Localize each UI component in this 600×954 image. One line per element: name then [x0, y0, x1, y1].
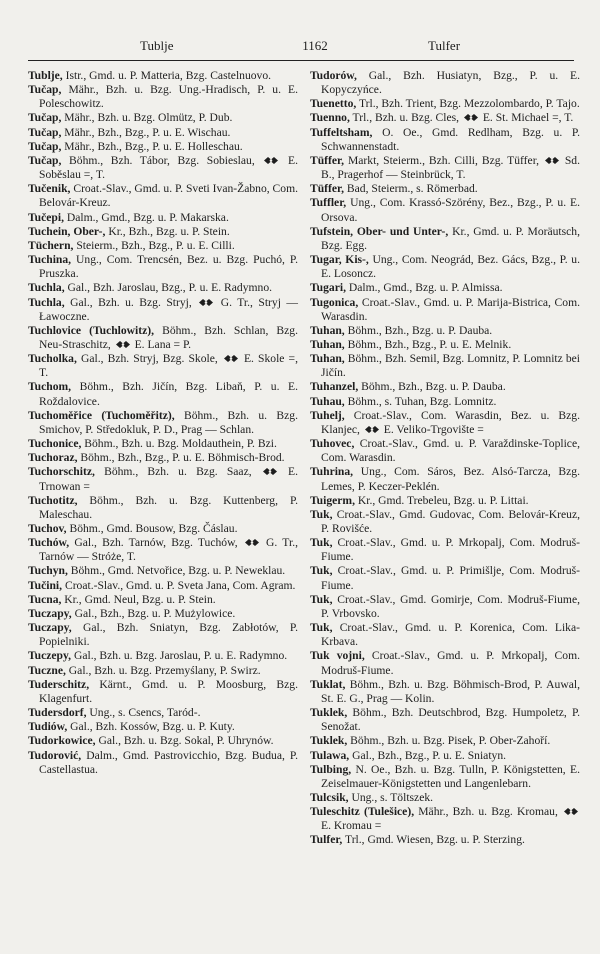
entry-description: Croat.-Slav., Gmd. u. P. Korenica, Com. Lika-Krbava. — [321, 621, 580, 649]
entry-description: Böhm., s. Tuhan, Bzg. Lomnitz. — [344, 394, 497, 408]
gazetteer-entry — [310, 352, 580, 380]
entry-placename: Tuleschitz (Tulešice), — [310, 805, 415, 819]
entry-placename: Tuffler, — [310, 196, 347, 210]
entry-placename: Tudorów, — [310, 69, 357, 82]
gazetteer-entry — [28, 720, 298, 734]
gazetteer-entry — [310, 324, 580, 338]
gazetteer-entry — [28, 239, 298, 253]
entry-description-cont: G. Tr., Stryj — Ławoczne. — [39, 295, 298, 323]
entry-description: Mähr., Bzh., Bzg., P. u. E. Holleschau. — [61, 139, 243, 153]
entry-description: Böhm., Gmd. Netvořice, Bzg. u. P. Neweklau. — [67, 564, 286, 578]
entry-description: Böhm., Bzh., Bzg. u. P. Dauba. — [344, 323, 493, 337]
entry-description: Mähr., Bzh. u. Bzg. Ung.-Hradisch, P. u. E. Poleschowitz. — [39, 83, 298, 111]
entry-placename: Tučap, — [28, 153, 62, 167]
entry-description-cont: E. Veliko-Trgovište = — [380, 422, 484, 436]
post-office-icon — [262, 467, 278, 476]
entry-description-cont: G. Tr., Tarnów — Stróże, T. — [39, 536, 298, 564]
gazetteer-entry — [28, 253, 298, 281]
entry-description-cont: E. St. Michael =, T. — [479, 111, 574, 125]
gazetteer-entry — [310, 281, 580, 295]
post-office-icon — [463, 113, 479, 122]
entry-placename: Tuhan, — [310, 352, 345, 366]
gazetteer-entry — [28, 621, 298, 649]
entry-placename: Tuchorschitz, — [28, 465, 95, 479]
gazetteer-entry — [28, 296, 298, 324]
gazetteer-entry — [28, 579, 298, 593]
gazetteer-entry — [28, 593, 298, 607]
gazetteer-entry — [310, 833, 580, 847]
running-head-right: Tulfer — [428, 38, 461, 53]
gazetteer-entry — [310, 69, 580, 97]
gazetteer-entry — [310, 621, 580, 649]
entry-description: Gal., Bzh. Husiatyn, Bzg., P. u. E. Kopyczyńce. — [321, 69, 580, 97]
entry-description: O. Oe., Gmd. Redlham, Bzg. u. P. Schwannenstadt. — [321, 125, 580, 153]
entry-placename: Tuffeltsham, — [310, 125, 373, 139]
entry-placename: Tuchów, — [28, 536, 70, 550]
entry-placename: Tuchein, Ober-, — [28, 224, 106, 238]
entry-placename: Tuchoraz, — [28, 451, 78, 465]
gazetteer-entry — [310, 593, 580, 621]
entry-description: Böhm., Bzh. Schlan, Bzg. Neu-Straschitz, — [39, 323, 298, 351]
entry-placename: Tuczapy, — [28, 621, 72, 635]
gazetteer-entry — [28, 465, 298, 493]
entry-description: Kr., Gmd. Neul, Bzg. u. P. Stein. — [61, 592, 216, 606]
entry-description: Böhm., Bzh. u. Bzg. Smichov, P. Středokluk, P. D., Prag — Schlan. — [39, 408, 298, 436]
entry-placename: Tučap, — [28, 125, 62, 139]
entry-placename: Tuk, — [310, 621, 333, 635]
gazetteer-entry — [28, 69, 298, 83]
gazetteer-entry — [28, 522, 298, 536]
gazetteer-entry — [28, 352, 298, 380]
entry-placename: Tučini, — [28, 578, 63, 592]
entry-placename: Tuk vojni, — [310, 649, 365, 663]
entry-description: Mähr., Bzh., Bzg., P. u. E. Wischau. — [61, 125, 231, 139]
entry-placename: Tuhovec, — [310, 437, 355, 451]
entry-placename: Tučap, — [28, 139, 62, 153]
post-office-icon — [244, 538, 260, 547]
entry-description: Böhm., Bzh. u. Bzg. Moldauthein, P. Bzi. — [81, 437, 277, 451]
entry-description: Dalm., Gmd. Pastrovicchio, Bzg. Budua, P. Castellastua. — [39, 748, 298, 776]
entry-description: Croat.-Slav., Com. Warasdin, Bez. u. Bzg. Klanjec, — [321, 408, 580, 436]
gazetteer-entry — [28, 154, 298, 182]
gazetteer-entry — [310, 763, 580, 791]
entry-description: Böhm., Bzh. Tábor, Bzg. Sobieslau, — [61, 153, 263, 167]
entry-placename: Tuchlovice (Tuchlowitz), — [28, 323, 155, 337]
entry-description: Kärnt., Gmd. u. P. Moosburg, Bzg. Klagenfurt. — [39, 677, 298, 705]
entry-placename: Tulawa, — [310, 748, 350, 762]
entry-placename: Tublje, — [28, 69, 63, 82]
entry-description: Croat.-Slav., Gmd. u. P. Primišlje, Com. Modruš-Fiume. — [321, 564, 580, 592]
entry-placename: Tuhanzel, — [310, 380, 359, 394]
entry-description: Gal., Bzh., Bzg., P. u. E. Sniatyn. — [349, 748, 507, 762]
entry-placename: Tuczne, — [28, 663, 66, 677]
entry-description: Ung., Com. Trencsén, Bez. u. Bzg. Puchó, P. Pruszka. — [39, 253, 298, 281]
entry-placename: Tuklat, — [310, 677, 346, 691]
gazetteer-entry — [28, 564, 298, 578]
gazetteer-entry — [28, 734, 298, 748]
entry-description: Markt, Steierm., Bzh. Cilli, Bzg. Tüffer, — [344, 153, 543, 167]
entry-placename: Tucna, — [28, 592, 62, 606]
post-office-icon — [198, 298, 214, 307]
post-office-icon — [263, 156, 279, 165]
entry-description: Ung., Com. Krassó-Szörény, Bez., Bzg., P. u. E. Orsova. — [321, 196, 580, 224]
gazetteer-entry — [28, 706, 298, 720]
gazetteer-entry — [310, 126, 580, 154]
gazetteer-entry — [310, 437, 580, 465]
gazetteer-entry — [28, 182, 298, 210]
entry-placename: Tulcsik, — [310, 790, 349, 804]
gazetteer-entry — [310, 734, 580, 748]
entry-description: Croat.-Slav., Gmd. u. P. Mrkopalj, Com. Modruš-Fiume. — [321, 649, 580, 677]
gazetteer-entry — [310, 296, 580, 324]
entry-placename: Tugari, — [310, 281, 346, 295]
entry-description: Steierm., Bzh., Bzg., P. u. E. Cilli. — [73, 238, 235, 252]
entry-placename: Tudersdorf, — [28, 706, 87, 720]
entry-placename: Tučap, — [28, 83, 62, 97]
gazetteer-entry — [310, 111, 580, 125]
gazetteer-entry — [310, 805, 580, 833]
entry-description: Gal., Bzh. Jaroslau, Bzg., P. u. E. Radymno. — [64, 281, 273, 295]
entry-description: Croat.-Slav., Gmd. Gudovac, Com. Belovár-Kreuz, P. Rovišće. — [321, 507, 580, 535]
entry-description: Ung., Com. Neográd, Bez. Gács, Bzg., P. u. E. Losoncz. — [321, 253, 581, 281]
entry-placename: Tuk, — [310, 564, 333, 578]
entry-description: N. Oe., Bzh. u. Bzg. Tulln, P. Königstetten, E. Zeiselmauer-Königstetten und Langenlebarn. — [321, 762, 580, 790]
gazetteer-entry — [310, 395, 580, 409]
gazetteer-entry — [28, 749, 298, 777]
entry-description: Böhm., Gmd. Bousow, Bzg. Čáslau. — [66, 522, 238, 535]
entry-description: Böhm., Bzh. Semil, Bzg. Lomnitz, P. Lomnitz bei Jičín. — [321, 352, 580, 380]
entry-placename: Tuchom, — [28, 380, 72, 394]
gazetteer-entry — [28, 111, 298, 125]
entry-placename: Tučap, — [28, 111, 62, 125]
gazetteer-entry — [310, 649, 580, 677]
gazetteer-entry — [310, 564, 580, 592]
gazetteer-entry — [28, 225, 298, 239]
entry-placename: Tuenno, — [310, 111, 350, 125]
entry-description: Gal., Bzh. Sniatyn, Bzg. Zabłotów, P. Popielniki. — [39, 621, 298, 649]
entry-placename: Tudorkowice, — [28, 734, 96, 748]
entry-description: Ung., Com. Sáros, Bez. Alsó-Tarcza, Bzg. Lemes, P. Keczer-Peklén. — [321, 465, 580, 493]
entry-description: Böhm., Bzh., Bzg. u. P. Dauba. — [358, 380, 506, 394]
post-office-icon — [563, 807, 579, 816]
entry-placename: Tuchyn, — [28, 564, 68, 578]
entry-description: Ung., s. Csencs, Taród-. — [86, 706, 201, 720]
gazetteer-entry — [28, 211, 298, 225]
gazetteer-entry — [310, 678, 580, 706]
right-column — [310, 69, 580, 848]
entry-description: Trl., Gmd. Wiesen, Bzg. u. P. Sterzing. — [342, 833, 525, 847]
entry-placename: Tuhan, — [310, 337, 345, 351]
entry-placename: Tuk, — [310, 536, 333, 550]
entry-description: Gal., Bzh. u. Bzg. Sokal, P. Uhrynów. — [95, 734, 274, 748]
entry-description: Böhm., Bzh. u. Bzg. Kuttenberg, P. Maleschau. — [39, 493, 298, 521]
gazetteer-entry — [28, 281, 298, 295]
left-column — [28, 69, 298, 777]
header-rule — [28, 60, 574, 61]
entry-description: Böhm., Bzh., Bzg., P. u. E. Melnik. — [344, 337, 512, 351]
gazetteer-entry — [28, 494, 298, 522]
entry-description: Gal., Bzh. u. Bzg. Przemyślany, P. Swirz. — [65, 663, 261, 677]
gazetteer-entry — [28, 380, 298, 408]
entry-placename: Tuklek, — [310, 706, 348, 720]
entry-placename: Tuchla, — [28, 281, 65, 295]
entry-description: Croat.-Slav., Gmd. Gomirje, Com. Modruš-Fiume, P. Vrbovsko. — [321, 592, 580, 620]
entry-placename: Tuczapy, — [28, 606, 72, 620]
entry-placename: Tuderschitz, — [28, 677, 90, 691]
gazetteer-entry — [28, 451, 298, 465]
entry-description: Trl., Bzh. Trient, Bzg. Mezzolombardo, P. Tajo. — [356, 97, 580, 111]
entry-description: Gal., Bzh. u. Bzg. Stryj, — [64, 295, 198, 309]
entry-placename: Tuchoměřice (Tuchoměřitz), — [28, 408, 175, 422]
gazetteer-entry — [310, 225, 580, 253]
entry-placename: Tuk, — [310, 592, 333, 606]
page-header — [0, 38, 600, 56]
gazetteer-entry — [28, 324, 298, 352]
gazetteer-entry — [310, 253, 580, 281]
entry-description-cont: E. Lana = P. — [131, 337, 192, 351]
gazetteer-entry — [28, 664, 298, 678]
gazetteer-entry — [310, 154, 580, 182]
entry-placename: Tulfer, — [310, 833, 343, 847]
entry-placename: Tuchov, — [28, 522, 67, 535]
entry-placename: Tudiów, — [28, 720, 68, 734]
gazetteer-entry — [28, 678, 298, 706]
gazetteer-entry — [310, 706, 580, 734]
entry-description: Kr., Gmd. u. P. Moräutsch, Bzg. Egg. — [321, 224, 580, 252]
gazetteer-entry — [310, 508, 580, 536]
entry-placename: Tugonica, — [310, 295, 359, 309]
gazetteer-entry — [310, 97, 580, 111]
entry-description: Gal., Bzh., Bzg. u. P. Mużylowice. — [71, 606, 236, 620]
entry-placename: Tuigerm, — [310, 493, 355, 507]
entry-description: Mähr., Bzh. u. Bzg. Olmütz, P. Dub. — [61, 111, 233, 125]
entry-description: Böhm., Bzh. u. Bzg. Böhmisch-Brod, P. Auwal, St. E. G., Prag — Kolin. — [321, 677, 580, 705]
gazetteer-entry — [28, 607, 298, 621]
gazetteer-entry — [28, 126, 298, 140]
gazetteer-entry — [310, 182, 580, 196]
gazetteer-entry — [310, 749, 580, 763]
post-office-icon — [544, 156, 560, 165]
entry-placename: Tulbing, — [310, 762, 352, 776]
page-number: 1162 — [302, 38, 328, 53]
post-office-icon — [223, 354, 239, 363]
entry-description: Istr., Gmd. u. P. Matteria, Bzg. Castelnuovo. — [62, 69, 272, 82]
entry-description: Croat.-Slav., Gmd. u. P. Mrkopalj, Com. Modruš-Fiume. — [321, 536, 580, 564]
entry-placename: Tuhau, — [310, 394, 345, 408]
post-office-icon — [115, 340, 131, 349]
entry-description: Bad, Steierm., s. Römerbad. — [344, 182, 478, 196]
gazetteer-entry — [28, 140, 298, 154]
gazetteer-entry — [310, 338, 580, 352]
gazetteer-entry — [28, 437, 298, 451]
entry-placename: Tufstein, Ober- und Unter-, — [310, 224, 449, 238]
gazetteer-entry — [310, 409, 580, 437]
entry-placename: Tuk, — [310, 507, 333, 521]
entry-description-cont: Sd. B., Pragerhof — Steinbrück, T. — [321, 153, 580, 182]
entry-description: Croat.-Slav., Gmd. u. P. Varaždinske-Toplice, Com. Warasdin. — [321, 437, 580, 465]
post-office-icon — [364, 425, 380, 434]
entry-description: Ung., s. Töltszek. — [348, 790, 434, 804]
entry-description: Croat.-Slav., Gmd. u. P. Marija-Bistrica, Com. Warasdin. — [321, 295, 580, 323]
gazetteer-entry — [310, 536, 580, 564]
entry-placename: Tuenetto, — [310, 97, 357, 111]
entry-description: Gal., Bzh. Tarnów, Bzg. Tuchów, — [69, 536, 243, 550]
entry-placename: Tuchla, — [28, 295, 65, 309]
gazetteer-entry — [310, 196, 580, 224]
gazetteer-entry — [310, 494, 580, 508]
entry-description-cont: E. Trnowan = — [39, 465, 298, 493]
entry-description: Gal., Bzh. Stryj, Bzg. Skole, — [76, 352, 222, 366]
gazetteer-entry — [310, 791, 580, 805]
entry-placename: Tuklek, — [310, 734, 348, 748]
entry-placename: Tuhan, — [310, 323, 345, 337]
entry-description-cont: E. Kromau = — [321, 819, 382, 833]
entry-description: Trl., Bzh. u. Bzg. Cles, — [349, 111, 462, 125]
entry-placename: Tüchern, — [28, 238, 74, 252]
gazetteer-entry — [28, 536, 298, 564]
entry-placename: Tuhelj, — [310, 408, 345, 422]
entry-description: Croat.-Slav., Gmd. u. P. Sveta Jana, Com. Agram. — [62, 578, 296, 592]
entry-description: Kr., Gmd. Trebeleu, Bzg. u. P. Littai. — [354, 493, 529, 507]
gazetteer-entry — [310, 380, 580, 394]
entry-placename: Tučepi, — [28, 210, 64, 224]
gazetteer-entry — [28, 83, 298, 111]
entry-description: Kr., Bzh., Bzg. u. P. Stein. — [105, 224, 230, 238]
gazetteer-entry — [310, 465, 580, 493]
entry-placename: Tuczepy, — [28, 649, 72, 663]
entry-placename: Tuchina, — [28, 253, 72, 267]
entry-description: Böhm., Bzh. Deutschbrod, Bzg. Humpoletz, P. Senožat. — [321, 706, 580, 734]
entry-placename: Tüffer, — [310, 153, 345, 167]
entry-description: Böhm., Bzh. Jičín, Bzg. Libaň, P. u. E. Roždalovice. — [39, 380, 298, 408]
entry-description: Gal., Bzh. Kossów, Bzg. u. P. Kuty. — [67, 720, 235, 734]
entry-placename: Tuchonice, — [28, 437, 82, 451]
entry-placename: Tugar, Kis-, — [310, 253, 369, 267]
entry-description: Böhm., Bzh. u. Bzg. Saaz, — [94, 465, 261, 479]
entry-description: Croat.-Slav., Gmd. u. P. Sveti Ivan-Žabno, Com. Belovár-Kreuz. — [39, 182, 298, 210]
entry-description: Mähr., Bzh. u. Bzg. Kromau, — [414, 805, 562, 819]
entry-description-cont: E. Soběslau =, T. — [39, 153, 298, 182]
running-head-left: Tublje — [140, 38, 174, 53]
gazetteer-entry — [28, 409, 298, 437]
entry-description: Gal., Bzh. u. Bzg. Jaroslau, P. u. E. Radymno. — [71, 649, 288, 663]
entry-description: Dalm., Gmd., Bzg. u. P. Makarska. — [63, 210, 229, 224]
entry-placename: Tuchotitz, — [28, 493, 78, 507]
entry-placename: Tudorović, — [28, 748, 82, 762]
entry-description-cont: E. Skole =, T. — [39, 352, 298, 380]
entry-description: Böhm., Bzh., Bzg., P. u. E. Böhmisch-Brod. — [77, 451, 285, 465]
entry-description: Böhm., Bzh. u. Bzg. Pisek, P. Ober-Zahoří. — [347, 734, 551, 748]
entry-placename: Tüffer, — [310, 182, 345, 196]
entry-placename: Tučenik, — [28, 182, 71, 196]
gazetteer-entry — [28, 649, 298, 663]
entry-description: Dalm., Gmd., Bzg. u. P. Almissa. — [345, 281, 503, 295]
entry-placename: Tuhrina, — [310, 465, 354, 479]
entry-placename: Tucholka, — [28, 352, 77, 366]
